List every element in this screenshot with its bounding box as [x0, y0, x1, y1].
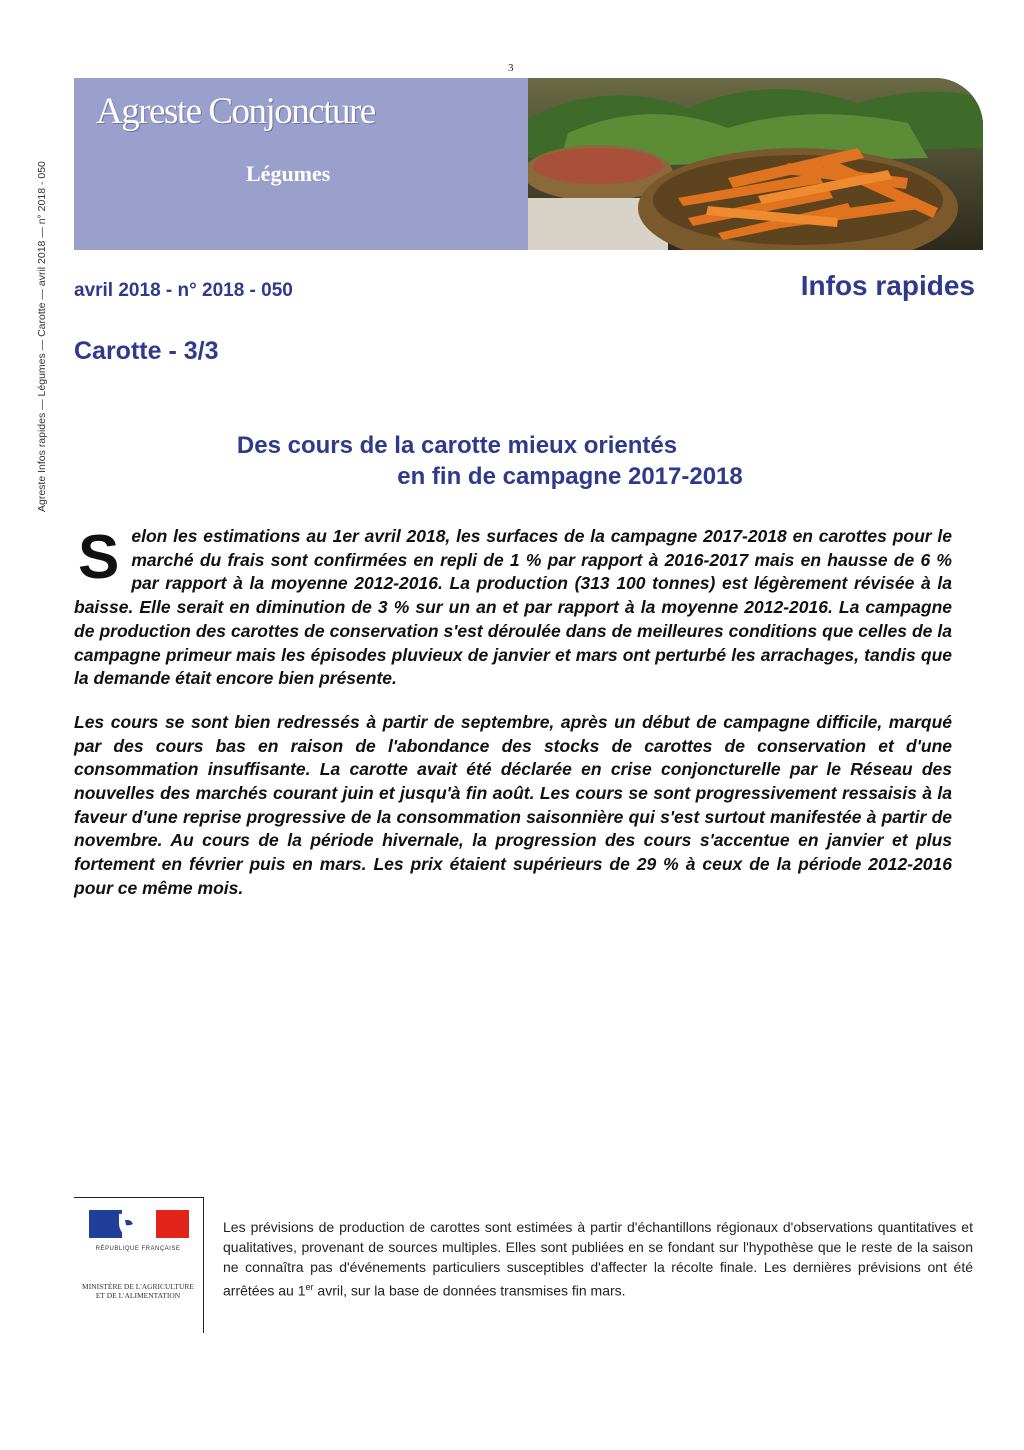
issue-reference: avril 2018 - n° 2018 - 050	[74, 280, 293, 301]
series-title: Infos rapides	[800, 270, 975, 301]
masthead-title: Agreste Conjoncture	[96, 91, 375, 132]
marianne-flag-icon	[89, 1210, 189, 1242]
logo-caption-ministere: MINISTÈRE DE L'AGRICULTURE ET DE L'ALIMENTATION	[82, 1282, 194, 1300]
carrots-basket-illustration	[528, 78, 983, 250]
headline-line-1: Des cours de la carotte mieux orientés	[236, 432, 678, 459]
methodology-note	[223, 1217, 973, 1301]
section-title: Carotte - 3/3	[74, 337, 219, 365]
headline-line-2: en fin de campagne 2017-2018	[397, 463, 743, 490]
note-superscript: er	[305, 1282, 314, 1292]
ministry-logo-block	[74, 1197, 204, 1333]
article-body	[74, 525, 952, 921]
logo-caption-republique: RÉPUBLIQUE FRANÇAISE	[95, 1246, 181, 1252]
note-text-end: avril, sur la base de données transmises fin mars.	[313, 1282, 626, 1299]
masthead-banner	[74, 78, 528, 250]
side-running-header: Agreste Infos rapides — Légumes — Carotte — avril 2018 — n° 2018 - 050	[36, 161, 48, 512]
drop-cap: S	[78, 523, 120, 592]
page-number: 3	[508, 62, 514, 74]
paragraph-1-text: elon les estimations au 1er avril 2018, les surfaces de la campagne 2017-2018 en carottes pour le marché du frais sont confirmées en repli de 1 % par rapport à 2016-2017 mais en hausse de 6 % par rapport à la moyenne 2012-2016. La production (313 100 tonnes) est légèrement révisée à la baisse. Elle serait en diminution de 3 % sur un an et par rapport à la moyenne 2012-2016. La campagne de production des carottes de conservation s'est déroulée dans de meilleures conditions que celles de la campagne primeur mais les épisodes pluvieux de janvier et mars ont perturbé les arrachages, tandis que la demande était encore bien présente.	[74, 526, 952, 689]
carrots-photo	[528, 78, 983, 250]
paragraph-1	[74, 525, 952, 691]
article-headline	[74, 430, 840, 492]
masthead-subtitle: Légumes	[246, 161, 331, 186]
paragraph-2: Les cours se sont bien redressés à partir de septembre, après un début de campagne difficile, marqué par des cours bas en raison de l'abondance des stocks de carottes de conservation et d'une consommation insuffisante. La carotte avait été déclarée en crise conjoncturelle par le Réseau des nouvelles des marchés courant juin et jusqu'à fin août. Les cours se sont progressivement ressaisis à la faveur d'une reprise progressive de la consommation saisonnière qui s'est surtout manifestée à partir de novembre. Au cours de la période hivernale, la progression des cours s'accentue en janvier et plus fortement en février puis en mars. Les prix étaient supérieurs de 29 % à ceux de la période 2012-2016 pour ce même mois.	[74, 711, 952, 898]
note-text-start: Les prévisions de production de carottes sont estimées à partir d'échantillons régionaux d'observations quantitatives et qualitatives, provenant de sources multiples. Elles sont publiées en se fondant sur l'hypothèse que le reste de la saison ne connaîtra pas d'événements particuliers susceptibles d'affecter la récolte finale. Les dernières prévisions ont été arrêtées au 1	[223, 1219, 973, 1299]
